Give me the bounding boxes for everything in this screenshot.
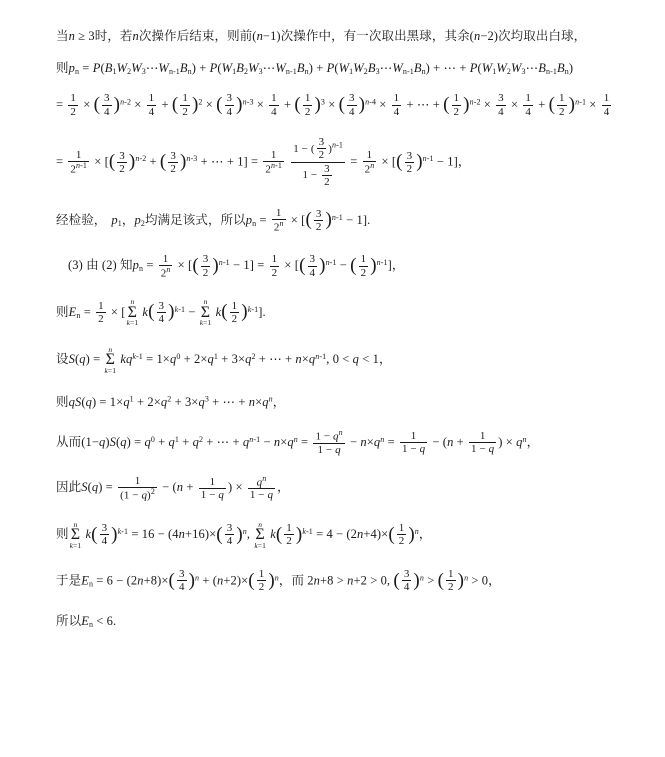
text-line-3: = $\frac{1}{2}$ × ( $\frac{3}{4}$ )$^{n-2}$ × $\frac{1}{4}$ + ( $\frac{1}{2}$ )$^2$ × ( $\frac{3}{4}$ )$^{n-3}$ × $\frac{1}{4}$ + ( $\frac{1}{2}$ )$^3$ × ( $\frac{3}{4}$ )$^{n-4}$ × $\frac{1}{4}$ + ⋯ + ( $\frac{1}{2}$ )$^{n-2}$ × $\frac{3}{4}$ × $\frac{1}{4}$ + ( $\frac{1}{2}$ )$^{n-1}$ × $\frac{1}{4}$ bbox=[56, 92, 610, 118]
text-line-13: 于是$E_n = 6 - (2n+8)\times$( $\frac{3}{4}$ )$^n$ + (n+2)×( $\frac{1}{2}$ )$^n$，而 2n+8 > n+2 > 0, ( $\frac{3}{4}$ )$^n$ > ( $\frac{1}{2}$ )$^n$ > 0， bbox=[56, 568, 501, 594]
text-line-9: 则$qS(q) = 1\times q^1 + 2\times q^2 + 3\times q^3$ + ⋯ + $n\times q^n$， bbox=[56, 394, 286, 410]
text-line-2: 则$p_n$ = $P(B_1W_2W_3\cdots W_{n-1}B_n)$ + $P(W_1B_2W_3\cdots W_{n-1}B_n)$ + $P(W_1W_2B_3\cdots W_{n-1}B_n)$ + ⋯ + $P(W_1W_2W_3\cdots B_{n-1}B_n)$ bbox=[56, 60, 574, 76]
text-line-5: 经检验， $p_1$，$p_2$均满足该式，所以$p_n$ = $\frac{1}{2^n}$ × [( $\frac{3}{2}$ )$^{n-1}$ − 1]. bbox=[56, 207, 371, 234]
text-line-14: 所以$E_n < 6$. bbox=[56, 614, 117, 630]
text-line-1: 当n ≥ 3时，若n次操作后结束，则前(n−1)次操作中，有一次取出黑球，其余(n−2)次均取出白球， bbox=[56, 29, 587, 43]
text-line-6: (3) 由 (2) 知$p_n$ = $\frac{1}{2^n}$ × [( $\frac{3}{2}$ )$^{n-1}$ − 1] = $\frac{1}{2}$ × [( $\frac{3}{4}$ )$^{n-1}$ − ( $\frac{1}{2}$ )$^{n-1}$]， bbox=[68, 252, 405, 280]
text-line-12: 则 n Σ k=1 k( $\frac{3}{4}$ )$^{k-1}$ = 16 − (4n+16)×( $\frac{3}{4}$ )$^n$, n Σ k=1 k( $\frac{1}{2}$ )$^{k-1}$ = 4 − (2n+4)×( $\frac{1}{2}$ )$^n$， bbox=[56, 519, 432, 550]
text-line-10: 从而$(1-q)S(q) = q^0 + q^1 + q^2$ + ⋯ + $q^{n-1} - n\times q^n$ = $\frac{1 - q^n}{1 - q}$ − $n\times q^n$ = $\frac{1}{1 - q}$ − (n + $\frac{1}{1 - q}$ ) × $q^n$， bbox=[56, 428, 540, 456]
solution-body bbox=[56, 28, 626, 646]
text-line-8: 设S(q) = n Σ k=1 $kq^{k-1} = 1\times q^0 + 2\times q^1 + 3\times q^2$ + ⋯ + $n\times q^{n-1}$, 0 < q < 1， bbox=[56, 344, 392, 376]
text-line-4: = $\frac{1}{2^{n-1}}$ × [( $\frac{3}{2}$ )$^{n-2}$ + ( $\frac{3}{2}$ )$^{n-3}$ + ⋯ + 1] = $\frac{1}{2^{n-1}}$ 1 − ( $\frac{3}{2}$ )$^{n-1}$ 1 − $\frac{3}{2}$ = $\frac{1}{2^n}$ × [( $\frac{3}{2}$ )$^{n-1}$ − 1]， bbox=[56, 136, 471, 188]
text-line-11: 因此S(q) = $\frac{1}{(1 - q)^2}$ − (n + $\frac{1}{1 - q}$ ) × $\frac{q^n}{1 - q}$ ， bbox=[56, 473, 290, 502]
text-line-7: 则$E_n$ = $\frac{1}{2}$ × [ n Σ k=1 k( $\frac{3}{4}$ )$^{k-1}$ − n Σ k=1 k( $\frac{1}{2}$ )$^{k-1}$]. bbox=[56, 297, 266, 328]
